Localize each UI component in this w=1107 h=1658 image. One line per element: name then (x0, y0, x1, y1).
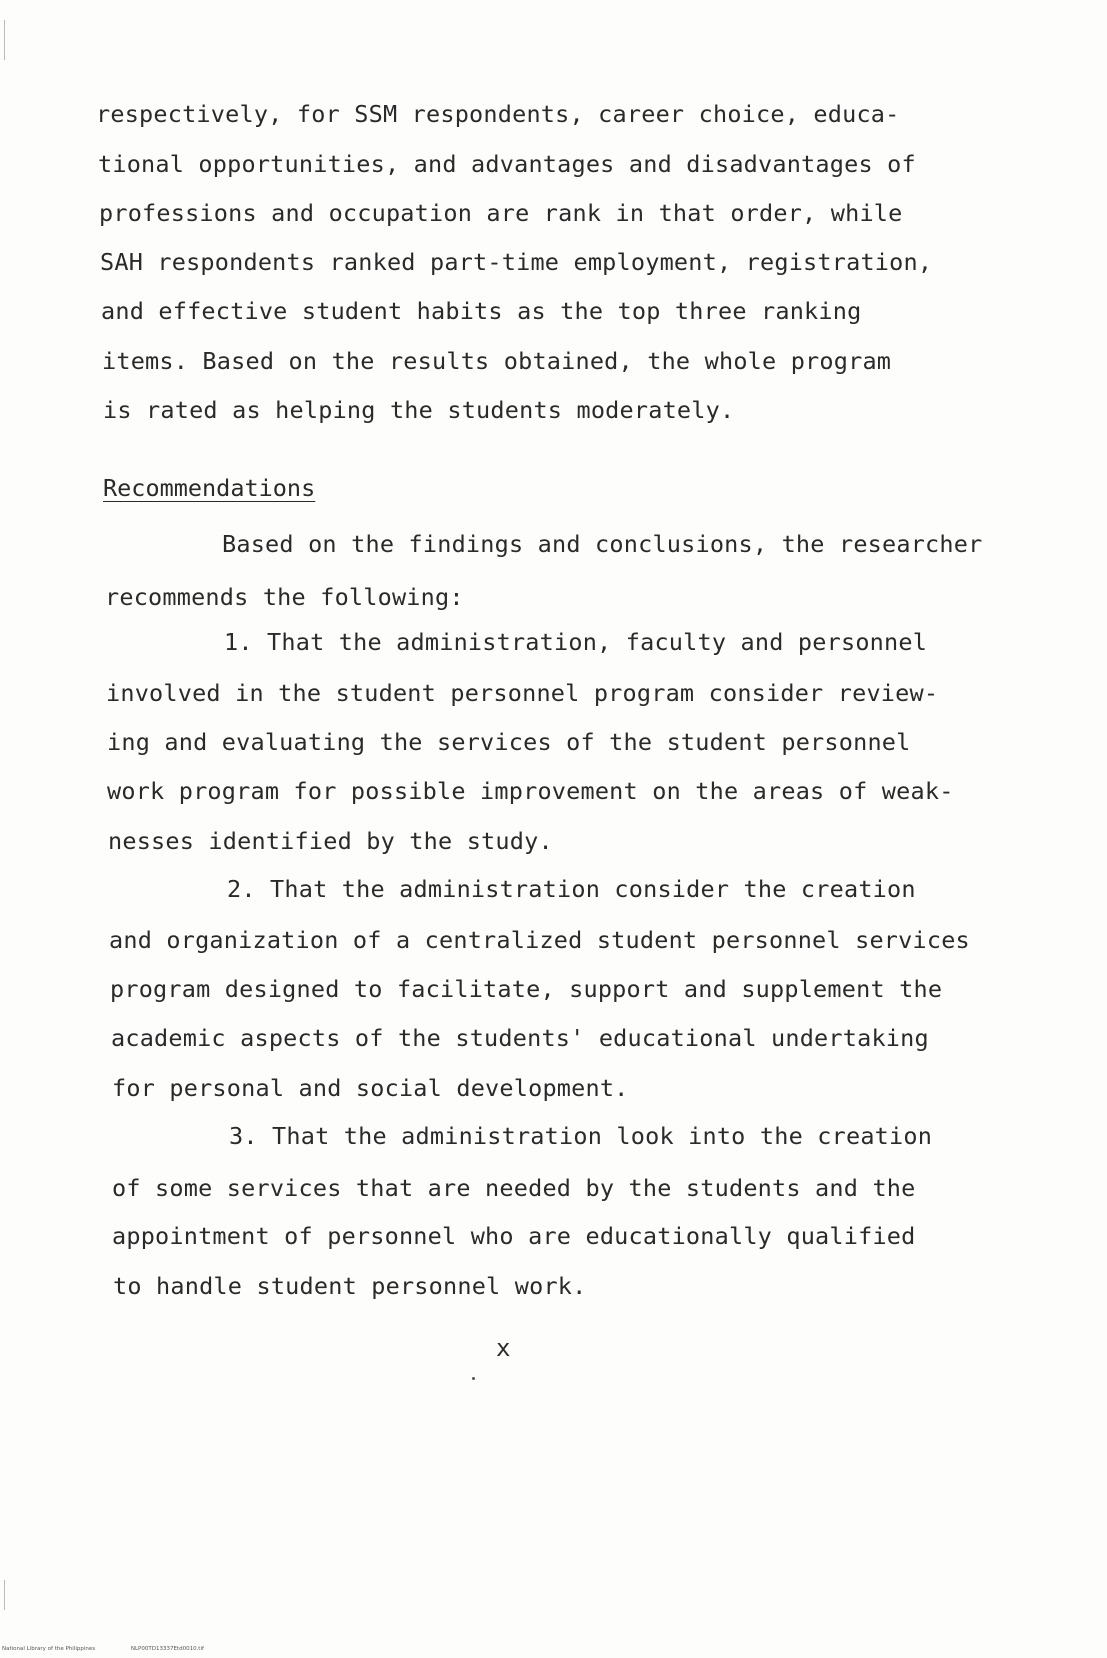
text-line: academic aspects of the students' educational undertaking (111, 1024, 929, 1052)
text-line: for personal and social development. (112, 1074, 629, 1102)
text-line: recommends the following: (105, 583, 464, 611)
text-line: program designed to facilitate, support and supplement the (110, 975, 943, 1003)
text-line: to handle student personnel work. (113, 1272, 587, 1300)
text-line: 3. That the administration look into the creation (229, 1122, 933, 1150)
text-line: work program for possible improvement on the areas of weak- (107, 777, 954, 805)
text-line: respectively, for SSM respondents, career choice, educa- (96, 100, 900, 128)
text-line: 1. That the administration, faculty and personnel (224, 628, 928, 656)
text-line: 2. That the administration consider the creation (227, 875, 916, 903)
text-line: and organization of a centralized student personnel services (109, 926, 970, 954)
text-line: of some services that are needed by the students and the (112, 1174, 916, 1202)
text-line: SAH respondents ranked part-time employment, registration, (100, 248, 933, 276)
text-line: Based on the findings and conclusions, the researcher (222, 530, 983, 558)
text-line: is rated as helping the students moderately. (103, 396, 735, 424)
scan-edge-mark (4, 1580, 5, 1610)
footer-file-id: NLP00TD13337Etd0010.tif (130, 1646, 204, 1652)
section-heading: Recommendations (103, 474, 316, 502)
scan-speck (472, 1377, 475, 1380)
scan-footer (2, 1645, 238, 1653)
end-mark: x (496, 1334, 511, 1362)
scan-edge-mark (4, 20, 5, 60)
text-line: appointment of personnel who are educationally qualified (112, 1222, 916, 1250)
text-line: ing and evaluating the services of the student personnel (107, 728, 911, 756)
text-line: items. Based on the results obtained, the whole program (102, 347, 892, 375)
text-line: involved in the student personnel program consider review- (106, 679, 939, 707)
footer-library: National Library of the Philippines (2, 1646, 96, 1652)
text-line: nesses identified by the study. (108, 827, 553, 855)
text-line: professions and occupation are rank in that order, while (99, 199, 903, 227)
text-line: and effective student habits as the top three ranking (101, 297, 862, 325)
text-line: tional opportunities, and advantages and disadvantages of (98, 150, 916, 178)
